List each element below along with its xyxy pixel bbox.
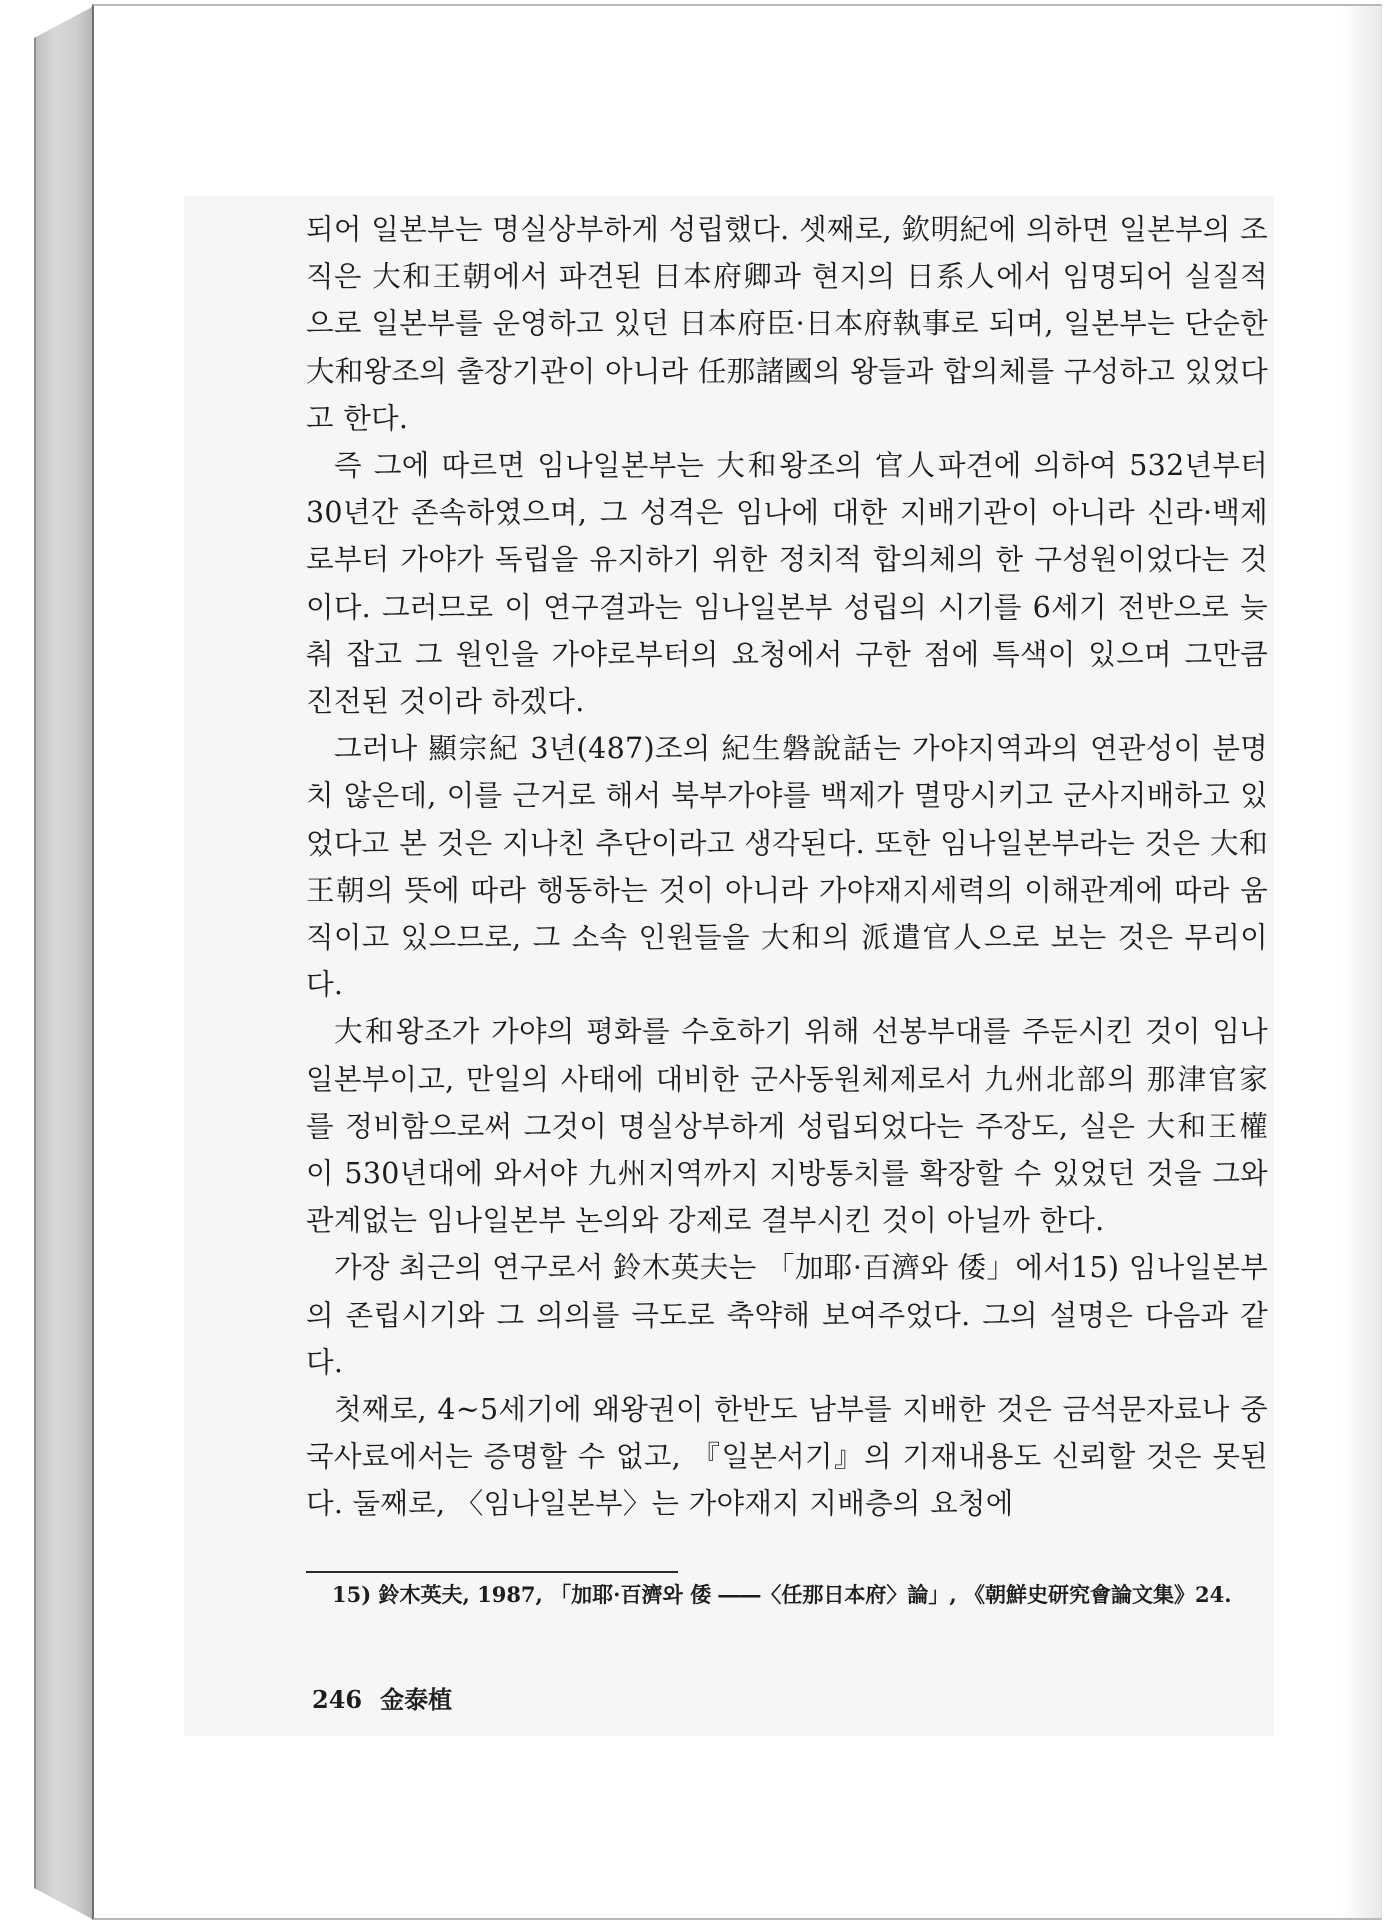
paragraph-2: 즉 그에 따르면 임나일본부는 大和왕조의 官人파견에 의하여 532년부터 30년간 존속하였으며, 그 성격은 임나에 대한 지배기관이 아니라 신라·백제로부터 가야가 독립을 유지하기 위한 정치적 합의체의 한 구성원이었다는 것이다. 그러므로 이 연구결과는 임나일본부 성립의 시기를 6세기 전반으로 늦춰 잡고 그 원인을 가야로부터의 요청에서 구한 점에 특색이 있으며 그만큼 진전된 것이라 하겠다. [306, 449, 1268, 719]
paragraph-3: 그러나 顯宗紀 3년(487)조의 紀生磐說話는 가야지역과의 연관성이 분명치 않은데, 이를 근거로 해서 북부가야를 백제가 멸망시키고 군사지배하고 있었다고 본 것은 지나친 추단이라고 생각된다. 또한 임나일본부라는 것은 大和王朝의 뜻에 따라 행동하는 것이 아니라 가야재지세력의 이해관계에 따라 움직이고 있으므로, 그 소속 인원들을 大和의 派遣官人으로 보는 것은 무리이다. [306, 732, 1268, 1002]
paragraph-6: 첫째로, 4~5세기에 왜왕권이 한반도 남부를 지배한 것은 금석문자료나 중국사료에서는 증명할 수 없고, 『일본서기』의 기재내용도 신뢰할 것은 못된다. 둘째로, 〈임나일본부〉는 가야재지 지배층의 요청에 [306, 1393, 1268, 1521]
book-spine-edge [34, 6, 94, 1920]
paragraph-5: 가장 최근의 연구로서 鈴木英夫는 「加耶·百濟와 倭」에서15) 임나일본부의 존립시기와 그 의의를 극도로 축약해 보여주었다. 그의 설명은 다음과 같다. [306, 1251, 1268, 1379]
footnote-divider [306, 1571, 678, 1573]
footnote-15: 15) 鈴木英夫, 1987, 「加耶·百濟와 倭 ――〈任那日本府〉論」, 《朝鮮史研究會論文集》24. [332, 1582, 1232, 1607]
page-number: 246 [312, 1685, 363, 1714]
body-text [306, 206, 1268, 1528]
paragraph-1: 되어 일본부는 명실상부하게 성립했다. 셋째로, 欽明紀에 의하면 일본부의 조직은 大和王朝에서 파견된 日本府卿과 현지의 日系人에서 임명되어 실질적으로 일본부를 운영하고 있던 日本府臣·日本府執事로 되며, 일본부는 단순한 大和왕조의 출장기관이 아니라 任那諸國의 왕들과 합의체를 구성하고 있었다고 한다. [306, 213, 1268, 435]
page-shadow [1341, 6, 1381, 1918]
running-author: 金泰植 [380, 1685, 453, 1714]
paragraph-4: 大和왕조가 가야의 평화를 수호하기 위해 선봉부대를 주둔시킨 것이 임나일본부이고, 만일의 사태에 대비한 군사동원체제로서 九州北部의 那津官家를 정비함으로써 그것이 명실상부하게 성립되었다는 주장도, 실은 大和王權이 530년대에 와서야 九州지역까지 지방통치를 확장할 수 있었던 것을 그와 관계없는 임나일본부 논의와 강제로 결부시킨 것이 아닐까 한다. [306, 1015, 1268, 1238]
page-folio [312, 1680, 470, 1715]
